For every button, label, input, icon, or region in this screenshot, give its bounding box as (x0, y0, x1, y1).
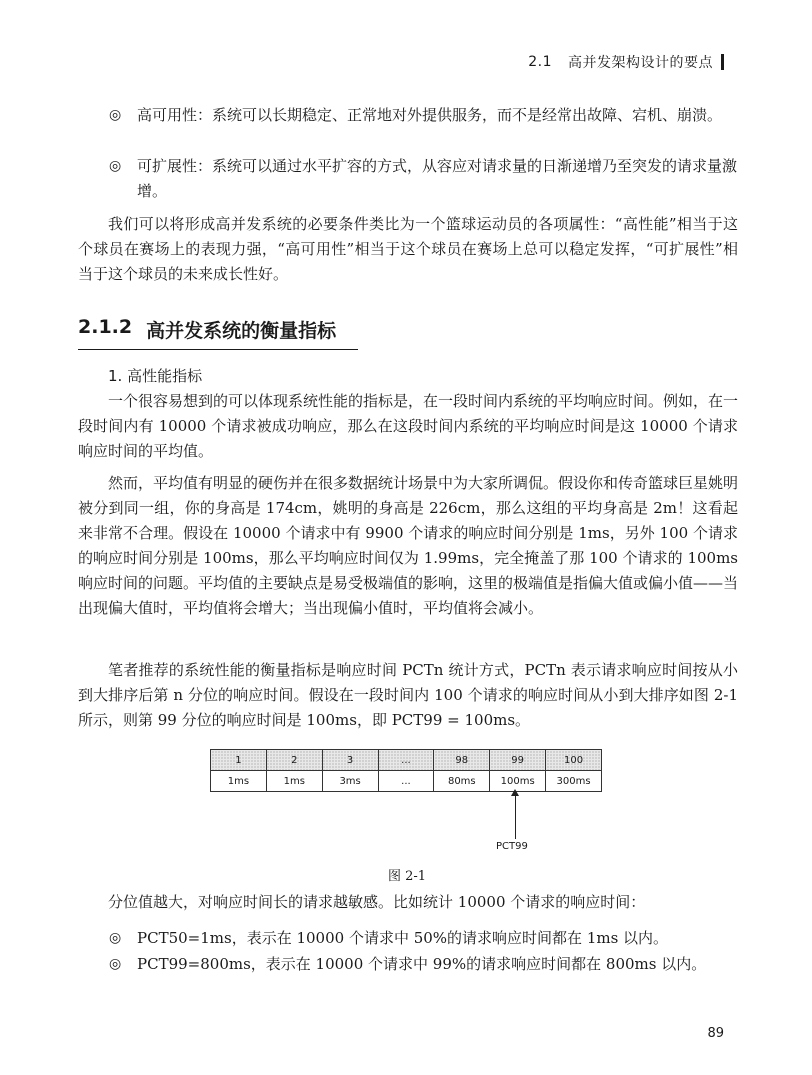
header-title: 高并发架构设计的要点 (568, 55, 713, 71)
value-row (211, 771, 602, 792)
running-header (528, 52, 724, 72)
index-cell: 100 (546, 750, 602, 771)
header-section-number: 2.1 (528, 54, 552, 70)
bullet-mark: ◎ (109, 158, 122, 174)
bullet-high-availability (109, 103, 737, 128)
subsection-heading: 1. 高性能指标 (108, 367, 203, 385)
bullet-scalability (109, 154, 737, 204)
bullet-pct99 (109, 952, 737, 977)
bullet-mark: ◎ (109, 956, 122, 972)
value-cell: 3ms (322, 771, 378, 792)
page-number: 89 (707, 1026, 724, 1041)
bullet-mark: ◎ (109, 107, 122, 123)
section-heading (78, 316, 358, 350)
index-cell: ... (378, 750, 434, 771)
index-cell: 99 (490, 750, 546, 771)
paragraph-pctn: 笔者推荐的系统性能的衡量指标是响应时间 PCTn 统计方式，PCTn 表示请求响应时间按从小到大排序后第 n 分位的响应时间。假设在一段时间内 100 个请求的响应时间从小到大排序如图 2-1 所示，则第 99 分位的响应时间是 100ms，即 PCT99 = 100ms。 (78, 661, 738, 729)
pointer-line (515, 795, 516, 839)
bullet-text: 高可用性：系统可以长期稳定、正常地对外提供服务，而不是经常出故障、宕机、崩溃。 (137, 106, 723, 124)
value-cell: 300ms (546, 771, 602, 792)
section-title: 高并发系统的衡量指标 (146, 320, 337, 342)
index-cell: 2 (266, 750, 322, 771)
header-bar (721, 54, 724, 70)
bullet-pct50 (109, 926, 737, 951)
paragraph-analogy: 我们可以将形成高并发系统的必要条件类比为一个篮球运动员的各项属性：“高性能”相当于这个球员在赛场上的表现力强，“高可用性”相当于这个球员在赛场上总可以稳定发挥，“可扩展性”相当于这个球员的未来成长性好。 (78, 215, 738, 283)
index-cell: 98 (434, 750, 490, 771)
paragraph-percentile-sensitivity: 分位值越大，对响应时间长的请求越敏感。比如统计 10000 个请求的响应时间： (108, 893, 646, 911)
index-cell: 3 (322, 750, 378, 771)
value-cell: 80ms (434, 771, 490, 792)
bullet-text: 可扩展性：系统可以通过水平扩容的方式，从容应对请求量的日渐递增乃至突发的请求量激增。 (137, 157, 738, 200)
paragraph-average-flaws: 然而，平均值有明显的硬伤并在很多数据统计场景中为大家所调侃。假设你和传奇篮球巨星姚明被分到同一组，你的身高是 174cm，姚明的身高是 226cm，那么这组的平均身高是 2m！这看起来非常不合理。假设在 10000 个请求中有 9900 个请求的响应时间分别是 1ms，另外 100 个请求的响应时间分别是 100ms，那么平均响应时间仅为 1.99ms，完全掩盖了那 100 个请求的 100ms 响应时间的问题。平均值的主要缺点是易受极端值的影响，这里的极端值是指偏大值或偏小值——当出现偏大值时，平均值将会增大；当出现偏小值时，平均值将会减小。 (78, 474, 739, 617)
index-row (211, 750, 602, 771)
figure-caption: 图 2-1 (388, 869, 427, 884)
bullet-text: PCT50=1ms，表示在 10000 个请求中 50%的请求响应时间都在 1ms 以内。 (137, 929, 669, 947)
value-cell: 100ms (490, 771, 546, 792)
pointer-label: PCT99 (496, 841, 528, 852)
value-cell: 1ms (211, 771, 267, 792)
section-number: 2.1.2 (78, 316, 133, 338)
index-cell: 1 (211, 750, 267, 771)
figure-2-1 (210, 749, 602, 852)
bullet-mark: ◎ (109, 930, 122, 946)
value-cell: 1ms (266, 771, 322, 792)
value-cell: ... (378, 771, 434, 792)
percentile-table (210, 749, 602, 792)
paragraph-average-response: 一个很容易想到的可以体现系统性能的指标是，在一段时间内系统的平均响应时间。例如，在一段时间内有 10000 个请求被成功响应，那么在这段时间内系统的平均响应时间是这 10000 个请求响应时间的平均值。 (78, 392, 739, 460)
bullet-text: PCT99=800ms，表示在 10000 个请求中 99%的请求响应时间都在 800ms 以内。 (137, 955, 707, 973)
